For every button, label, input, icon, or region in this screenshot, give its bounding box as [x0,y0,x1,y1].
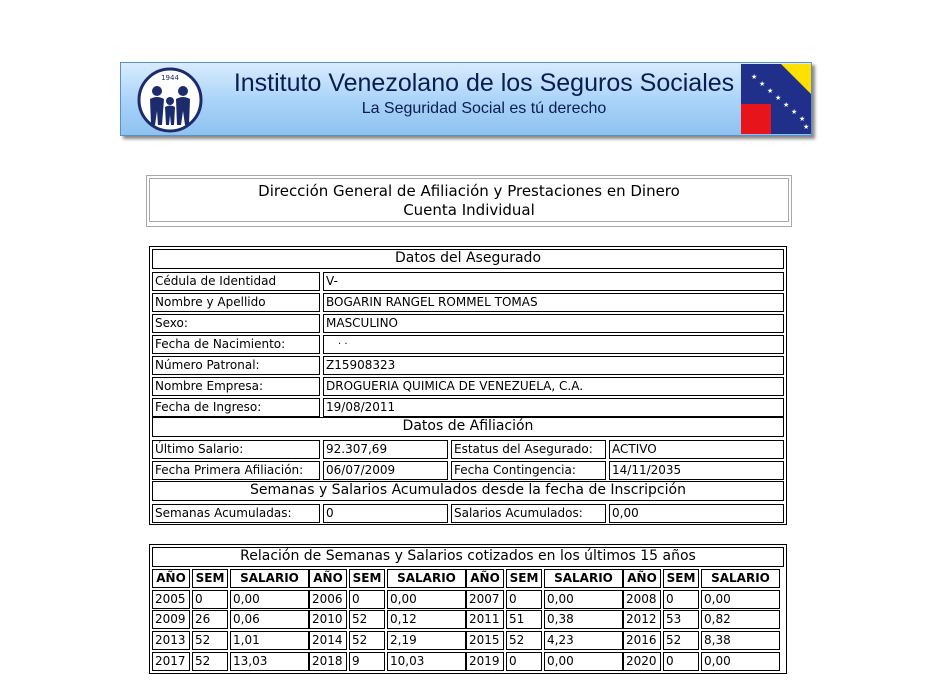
label-sexo: Sexo: [152,314,320,333]
cell-salario: 8,38 [701,631,780,650]
banner-title: Instituto Venezolano de los Seguros Sociales [233,69,735,97]
cell-salario: 13,03 [230,652,309,671]
cell-sem: 0 [663,590,699,609]
svg-text:★: ★ [791,108,798,116]
logo-year: 1944 [161,74,179,82]
cell-sem: 9 [349,652,385,671]
label-numero-patronal: Número Patronal: [152,356,320,375]
value-empresa: DROGUERIA QUIMICA DE VENEZUELA, C.A. [323,377,784,396]
label-salarios-acumulados: Salarios Acumulados: [451,504,606,523]
datos-asegurado-table [149,246,787,525]
heading-line1: Dirección General de Afiliación y Prestaciones en Dinero [258,182,680,200]
label-contingencia: Fecha Contingencia: [451,461,606,480]
value-cedula: V- [323,272,784,291]
ivss-banner [120,62,812,136]
cell-salario: 4,23 [544,631,623,650]
label-ingreso: Fecha de Ingreso: [152,398,320,417]
cell-salario: 0,00 [230,590,309,609]
label-nacimiento: Fecha de Nacimiento: [152,335,320,354]
section-title-afiliacion: Datos de Afiliación [152,417,784,437]
cell-salario: 2,19 [387,631,466,650]
svg-text:★: ★ [767,87,774,95]
cell-ano: 2018 [309,652,347,671]
cell-sem: 52 [192,631,228,650]
value-ingreso: 19/08/2011 [323,398,784,417]
value-nombre: BOGARIN RANGEL ROMMEL TOMAS [323,293,784,312]
header-salario: SALARIO [701,569,780,588]
cell-ano: 2012 [623,610,661,629]
cell-salario: 0,00 [701,590,780,609]
header-ano: AÑO [466,569,504,588]
header-ano: AÑO [623,569,661,588]
cell-sem: 52 [349,631,385,650]
ivss-logo-icon [137,67,203,133]
cell-sem: 0 [506,652,542,671]
cell-ano: 2005 [152,590,190,609]
cell-salario: 0,00 [387,590,466,609]
value-sexo: MASCULINO [323,314,784,333]
cell-salario: 0,12 [387,610,466,629]
cell-ano: 2020 [623,652,661,671]
svg-text:★: ★ [799,115,806,123]
cell-ano: 2010 [309,610,347,629]
cell-salario: 10,03 [387,652,466,671]
cell-ano: 2007 [466,590,504,609]
svg-text:★: ★ [775,94,782,102]
value-semanas-acumuladas: 0 [323,504,448,523]
value-contingencia: 14/11/2035 [609,461,784,480]
value-nacimiento: . . [323,335,784,354]
value-primera-afiliacion: 06/07/2009 [323,461,448,480]
cell-sem: 0 [349,590,385,609]
cell-sem: 52 [506,631,542,650]
cell-ano: 2006 [309,590,347,609]
label-estatus: Estatus del Asegurado: [451,440,606,459]
header-salario: SALARIO [387,569,466,588]
banner-subtitle: La Seguridad Social es tú derecho [361,100,607,117]
cell-ano: 2011 [466,610,504,629]
cell-sem: 0 [192,590,228,609]
svg-text:★: ★ [759,80,766,88]
cell-ano: 2017 [152,652,190,671]
label-semanas-acumuladas: Semanas Acumuladas: [152,504,320,523]
venezuela-flag-icon [741,64,811,134]
cell-sem: 51 [506,610,542,629]
value-numero-patronal: Z15908323 [323,356,784,375]
svg-text:★: ★ [803,123,810,131]
label-ultimo-salario: Último Salario: [152,440,320,459]
cell-salario: 0,00 [544,652,623,671]
cell-ano: 2009 [152,610,190,629]
cell-sem: 53 [663,610,699,629]
cell-ano: 2014 [309,631,347,650]
header-sem: SEM [506,569,542,588]
section-title-acumulados: Semanas y Salarios Acumulados desde la fecha de Inscripción [152,481,784,501]
relacion-title: Relación de Semanas y Salarios cotizados en los últimos 15 años [152,547,784,567]
cell-salario: 0,38 [544,610,623,629]
cell-sem: 52 [349,610,385,629]
value-ultimo-salario: 92.307,69 [323,440,448,459]
heading-box [146,175,792,227]
svg-text:★: ★ [751,73,758,81]
header-sem: SEM [192,569,228,588]
cell-sem: 52 [663,631,699,650]
cell-ano: 2019 [466,652,504,671]
cell-sem: 0 [663,652,699,671]
relacion-semanas-table [149,544,787,674]
cell-sem: 0 [506,590,542,609]
label-primera-afiliacion: Fecha Primera Afiliación: [152,461,320,480]
cell-sem: 52 [192,652,228,671]
cell-ano: 2015 [466,631,504,650]
heading-line2: Cuenta Individual [403,201,535,219]
label-cedula: Cédula de Identidad [152,272,320,291]
svg-text:★: ★ [783,101,790,109]
cell-salario: 0,00 [544,590,623,609]
header-ano: AÑO [309,569,347,588]
header-salario: SALARIO [230,569,309,588]
cell-ano: 2016 [623,631,661,650]
value-estatus: ACTIVO [609,440,784,459]
cell-salario: 0,00 [701,652,780,671]
cell-salario: 1,01 [230,631,309,650]
header-sem: SEM [663,569,699,588]
label-empresa: Nombre Empresa: [152,377,320,396]
cell-ano: 2013 [152,631,190,650]
cell-salario: 0,06 [230,610,309,629]
value-salarios-acumulados: 0,00 [609,504,784,523]
header-salario: SALARIO [544,569,623,588]
section-title-asegurado: Datos del Asegurado [152,249,784,269]
label-nombre: Nombre y Apellido [152,293,320,312]
cell-sem: 26 [192,610,228,629]
cell-ano: 2008 [623,590,661,609]
header-sem: SEM [349,569,385,588]
header-ano: AÑO [152,569,190,588]
cell-salario: 0,82 [701,610,780,629]
